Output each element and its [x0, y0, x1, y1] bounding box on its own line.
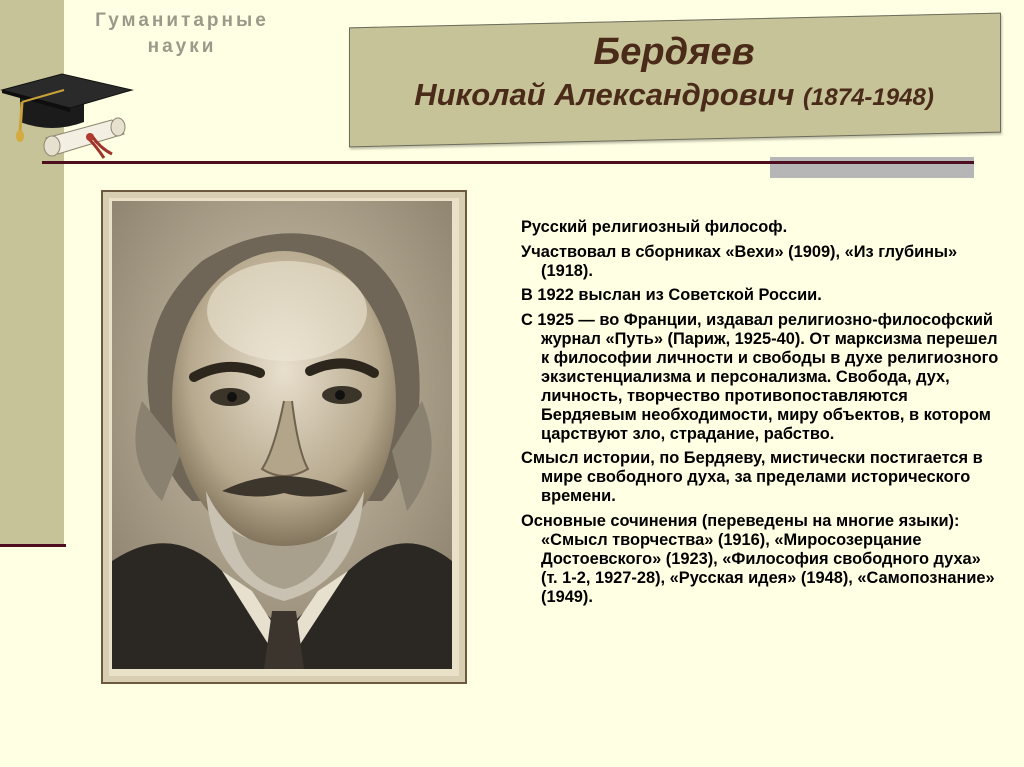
title-block	[349, 22, 999, 132]
header-divider-accent	[770, 157, 974, 178]
title-fullname-line	[349, 76, 999, 117]
biography-paragraph: В 1922 выслан из Советской России.	[521, 286, 822, 304]
title-surname: Бердяев	[593, 31, 755, 73]
biography-text	[521, 218, 1001, 612]
biography-paragraph: Основные сочинения (переведены на многие языки): «Смысл творчества» (1916), «Миросозерцание Достоевского» (1923), «Философия свободного духа» (т. 1-2, 1927-28), «Русская идея» (1948), «Самопознание» (1949).	[521, 511, 995, 606]
portrait-photo	[101, 190, 467, 684]
subject-line-2: науки	[147, 36, 217, 57]
biography-paragraph: Участвовал в сборниках «Вехи» (1909), «Из глубины» (1918).	[521, 242, 958, 280]
title-fullname: Николай Александрович	[414, 77, 795, 112]
portrait-illustration	[112, 201, 452, 669]
left-band-divider	[0, 544, 66, 547]
subject-line-1: Гуманитарные	[95, 10, 269, 31]
biography-paragraph: С 1925 — во Франции, издавал религиозно-философский журнал «Путь» (Париж, 1925-40). От марксизма перешел к философии личности и свободы в духе религиозного экзистенциализма и персонализма. Свобода, дух, личность, творчество противопоставляются Бердяевым необходимости, миру объектов, в котором царствуют зло, страдание, рабство.	[521, 310, 999, 443]
biography-paragraph: Смысл истории, по Бердяеву, мистически постигается в мире свободного духа, за пределами исторического времени.	[521, 449, 983, 505]
biography-paragraph: Русский религиозный философ.	[521, 218, 788, 236]
graduation-cap-icon	[0, 62, 140, 166]
subject-label	[64, 8, 300, 60]
title-years: (1874-1948)	[803, 84, 934, 111]
